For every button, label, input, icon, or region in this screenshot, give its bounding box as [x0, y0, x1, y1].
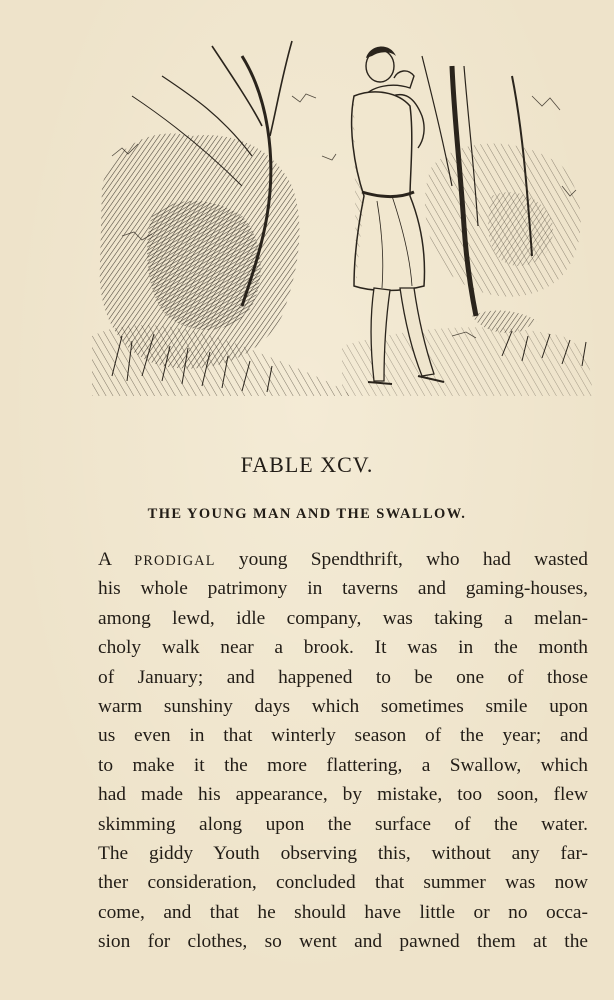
text-line: come, and that he should have little or no occa-: [98, 901, 588, 923]
engraving-young-man-woods: [92, 36, 592, 406]
text-line: of January; and happened to be one of those: [98, 666, 588, 688]
text-line: warm sunshiny days which sometimes smile upon: [98, 695, 588, 717]
engraving-drawing: [92, 36, 592, 406]
fable-number-heading: FABLE XCV.: [240, 452, 374, 477]
text-line: to make it the more flattering, a Swallow, which: [98, 754, 588, 776]
text-line: ther consideration, concluded that summer was now: [98, 872, 588, 894]
text-line: had made his appearance, by mistake, too soon, flew: [98, 784, 588, 806]
smallcaps-word: PRODIGAL: [134, 553, 216, 569]
text-line: skimming along upon the surface of the water.: [98, 813, 588, 835]
text-line-first: [98, 545, 588, 574]
text-line: us even in that winterly season of the year; and: [98, 725, 588, 747]
text-line: The giddy Youth observing this, without any far-: [98, 842, 588, 864]
text-line: choly walk near a brook. It was in the month: [98, 637, 588, 659]
initial-letter: A: [98, 549, 111, 570]
first-line-rest: young Spendthrift, who had wasted: [238, 549, 588, 570]
text-line: sion for clothes, so went and pawned them at the: [98, 931, 588, 953]
fable-title-heading: THE YOUNG MAN AND THE SWALLOW.: [147, 506, 467, 522]
fable-body-text: [98, 545, 588, 956]
text-line: his whole patrimony in taverns and gaming-houses,: [98, 578, 588, 600]
text-line: among lewd, idle company, was taking a melan-: [98, 607, 588, 629]
